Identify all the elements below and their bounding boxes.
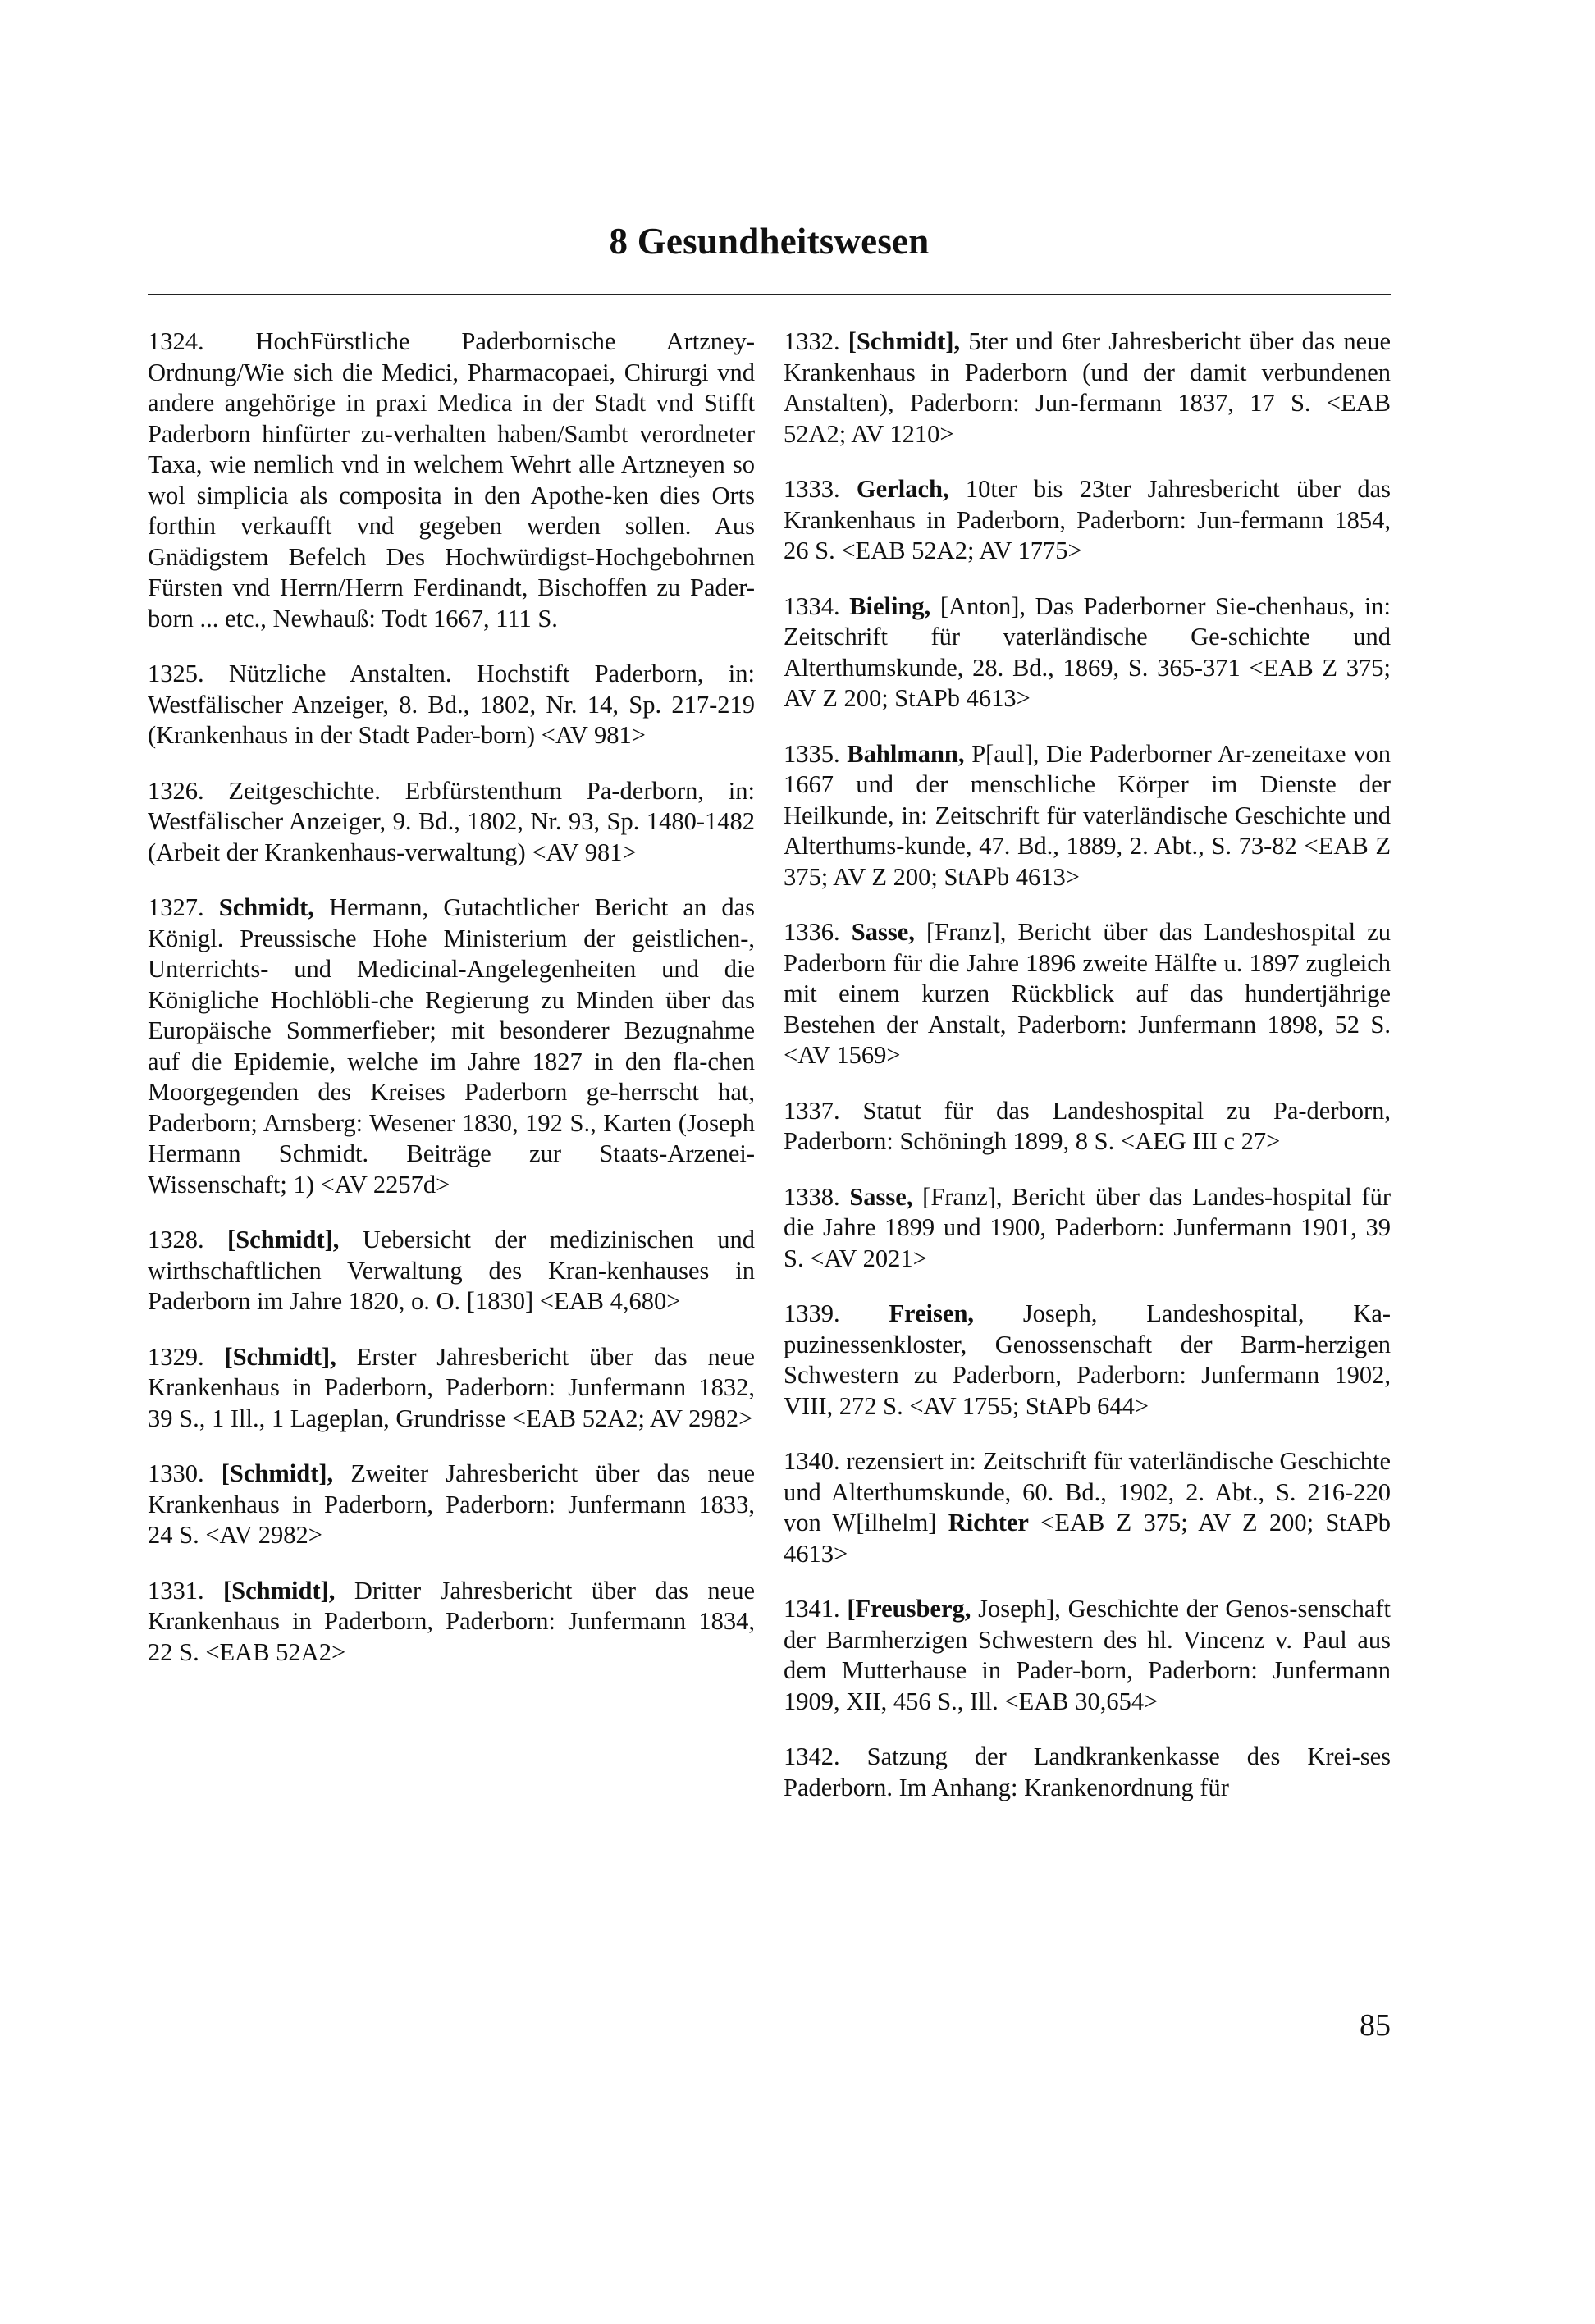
- entry-text: Uebersicht der medizinischen und wirthschaftlichen Verwaltung des Kran-kenhauses in Paderborn im Jahre 1820, o. O. [1830] <EAB 4,680>: [148, 1226, 756, 1315]
- bibliography-entry: [148, 1459, 755, 1551]
- bibliography-entry: [784, 1742, 1391, 1803]
- bibliography-entry: [784, 1182, 1391, 1275]
- entry-author: [Freusberg,: [847, 1595, 971, 1623]
- bibliography-entry: [148, 893, 755, 1200]
- entry-number: 1330.: [148, 1459, 204, 1487]
- entry-number: 1325.: [148, 660, 204, 687]
- entry-number: 1335.: [784, 739, 840, 768]
- bibliography-entry: [784, 474, 1391, 567]
- entry-text: 5ter und 6ter Jahresbericht über das neue Krankenhaus in Paderborn (und der damit verbundenen Anstalten), Paderborn: Jun-fermann 1837, 17 S. <EAB 52A2; AV 1210>: [784, 327, 1392, 448]
- entry-text: [Franz], Bericht über das Landes-hospital für die Jahre 1899 und 1900, Paderborn: Junfermann 1901, 39 S. <AV 2021>: [784, 1182, 1392, 1272]
- entry-text: Dritter Jahresbericht über das neue Krankenhaus in Paderborn, Paderborn: Junfermann 1834, 22 S. <EAB 52A2>: [148, 1576, 755, 1666]
- entry-author: Sasse,: [849, 1182, 913, 1211]
- entry-text: rezensiert in: Zeitschrift für vaterländische Geschichte und Alterthumskunde, 60. Bd., 1902, 2. Abt., S. 216-220 von W[ilhelm]: [784, 1447, 1392, 1536]
- entry-number: 1338.: [784, 1182, 840, 1211]
- entry-author: [Schmidt],: [223, 1576, 336, 1605]
- entry-number: 1327.: [148, 893, 204, 921]
- entry-number: 1341.: [784, 1595, 840, 1623]
- bibliography-entry: [148, 1342, 755, 1435]
- entry-number: 1329.: [148, 1342, 204, 1371]
- entry-text: 10ter bis 23ter Jahresbericht über das Krankenhaus in Paderborn, Paderborn: Jun-fermann 1854, 26 S. <EAB 52A2; AV 1775>: [784, 475, 1392, 564]
- entry-author: [Schmidt],: [224, 1342, 336, 1371]
- entry-author: [Schmidt],: [227, 1226, 340, 1253]
- bibliography-entry: [784, 1299, 1391, 1422]
- entry-text: HochFürstliche Paderbornische Artzney-Ordnung/Wie sich die Medici, Pharmacopaei, Chirurgi vnd andere angehörige in praxi Medica in der Stadt vnd Stifft Paderborn hinfürter zu-verhalten haben/Sambt verordneter Taxa, wie nemlich vnd in welchem Wehrt alle Artzneyen so wol simplicia als composita in den Apothe-ken dies Orts forthin verkaufft vnd gegeben werden sollen. Aus Gnädigstem Befelch Des Hochwürdigst-Hochgebohrnen Fürsten vnd Herrn/Herrn Ferdinandt, Bischoffen zu Pader-born ... etc., Newhauß: Todt 1667, 111 S.: [148, 327, 756, 632]
- bibliography-entry: [148, 776, 755, 869]
- entry-number: 1333.: [784, 475, 840, 503]
- entry-author: Richter: [948, 1509, 1029, 1536]
- page-title: 8 Gesundheitswesen: [609, 221, 930, 262]
- entry-number: 1324.: [148, 327, 204, 355]
- left-column: [148, 326, 755, 1692]
- bibliography-entry: [784, 1594, 1391, 1717]
- entry-text: Zeitgeschichte. Erbfürstenthum Pa-derborn, in: Westfälischer Anzeiger, 9. Bd., 1802, Nr. 93, Sp. 1480-1482 (Arbeit der Krankenhaus-verwaltung) <AV 981>: [148, 776, 756, 866]
- entry-text: Joseph], Geschichte der Genos-senschaft der Barmherzigen Schwestern des hl. Vincenz v. Paul aus dem Mutterhause in Pader-born, Paderborn: Junfermann 1909, XII, 456 S., Ill. <EAB 30,654>: [784, 1595, 1392, 1715]
- entry-text: Statut für das Landeshospital zu Pa-derborn, Paderborn: Schöningh 1899, 8 S. <AEG III c 27>: [784, 1096, 1392, 1155]
- entry-text: [Franz], Bericht über das Landeshospital zu Paderborn für die Jahre 1896 zweite Hälfte u. 1897 zugleich mit einem kurzen Rückblick auf das hundertjährige Bestehen der Anstalt, Paderborn: Junfermann 1898, 52 S. <AV 1569>: [784, 918, 1392, 1069]
- entry-number: 1342.: [784, 1742, 840, 1770]
- entry-text: Joseph, Landeshospital, Ka-puzinessenkloster, Genossenschaft der Barm-herzigen Schwestern zu Paderborn, Paderborn: Junfermann 1902, VIII, 272 S. <AV 1755; StAPb 644>: [784, 1299, 1392, 1420]
- header-rule: [148, 294, 1391, 295]
- entry-text: [Anton], Das Paderborner Sie-chenhaus, in: Zeitschrift für vaterländische Ge-schichte und Alterthumskunde, 28. Bd., 1869, S. 365-371 <EAB Z 375; AV Z 200; StAPb 4613>: [784, 591, 1392, 712]
- entry-number: 1328.: [148, 1226, 204, 1253]
- entry-number: 1334.: [784, 591, 840, 620]
- bibliography-entry: [148, 326, 755, 634]
- bibliography-entry: [148, 1225, 755, 1317]
- entry-author: [Schmidt],: [221, 1459, 334, 1487]
- entry-author: Bahlmann,: [847, 739, 965, 768]
- entry-text: Nützliche Anstalten. Hochstift Paderborn, in: Westfälischer Anzeiger, 8. Bd., 1802, Nr. 14, Sp. 217-219 (Krankenhaus in der Stadt Pader-born) <AV 981>: [148, 660, 755, 749]
- entry-author: Freisen,: [889, 1299, 975, 1327]
- entry-number: 1340.: [784, 1447, 840, 1475]
- entry-author: Bieling,: [849, 591, 931, 620]
- page-number: 85: [1360, 2008, 1391, 2043]
- entry-number: 1326.: [148, 776, 204, 805]
- entry-number: 1336.: [784, 918, 840, 946]
- entry-author: Sasse,: [851, 918, 915, 946]
- bibliography-entry: [784, 326, 1391, 450]
- entry-text: Zweiter Jahresbericht über das neue Krankenhaus in Paderborn, Paderborn: Junfermann 1833, 24 S. <AV 2982>: [148, 1459, 756, 1549]
- entry-author: Gerlach,: [856, 475, 949, 503]
- bibliography-entry: [784, 1096, 1391, 1157]
- entry-text: Erster Jahresbericht über das neue Krankenhaus in Paderborn, Paderborn: Junfermann 1832, 39 S., 1 Ill., 1 Lageplan, Grundrisse <EAB 52A2; AV 2982>: [148, 1342, 756, 1432]
- bibliography-entry: [784, 591, 1391, 715]
- bibliography-entry: [784, 1446, 1391, 1569]
- entry-text: P[aul], Die Paderborner Ar-zeneitaxe von 1667 und der menschliche Körper im Dienste der Heilkunde, in: Zeitschrift für vaterländische Geschichte und Alterthums-kunde, 47. Bd., 1889, 2. Abt., S. 73-82 <EAB Z 375; AV Z 200; StAPb 4613>: [784, 739, 1391, 891]
- entry-number: 1332.: [784, 327, 840, 355]
- bibliography-entry: [784, 917, 1391, 1071]
- entry-author: [Schmidt],: [848, 327, 961, 355]
- entry-text: Hermann, Gutachtlicher Bericht an das Königl. Preussische Hohe Ministerium der geistlichen-, Unterrichts- und Medicinal-Angelegenheiten und die Königliche Hochlöbli-che Regierung zu Minden über das Europäische Sommerfieber; mit besonderer Bezugnahme auf die Epidemie, welche im Jahre 1827 in den fla-chen Moorgegenden des Kreises Paderborn ge-herrscht hat, Paderborn; Arnsberg: Wesener 1830, 192 S., Karten (Joseph Hermann Schmidt. Beiträge zur Staats-Arzenei-Wissenschaft; 1) <AV 2257d>: [148, 893, 756, 1199]
- entry-author: Schmidt,: [218, 893, 314, 921]
- bibliography-entry: [148, 659, 755, 751]
- bibliography-entry: [784, 739, 1391, 893]
- entry-number: 1339.: [784, 1299, 840, 1327]
- entry-text: Satzung der Landkrankenkasse des Krei-ses Paderborn. Im Anhang: Krankenordnung für: [784, 1742, 1391, 1801]
- entry-number: 1337.: [784, 1096, 840, 1125]
- entry-text-after: <EAB Z 375; AV Z 200; StAPb 4613>: [784, 1509, 1392, 1568]
- right-column: [784, 326, 1391, 1828]
- bibliography-entry: [148, 1576, 755, 1669]
- entry-number: 1331.: [148, 1576, 204, 1605]
